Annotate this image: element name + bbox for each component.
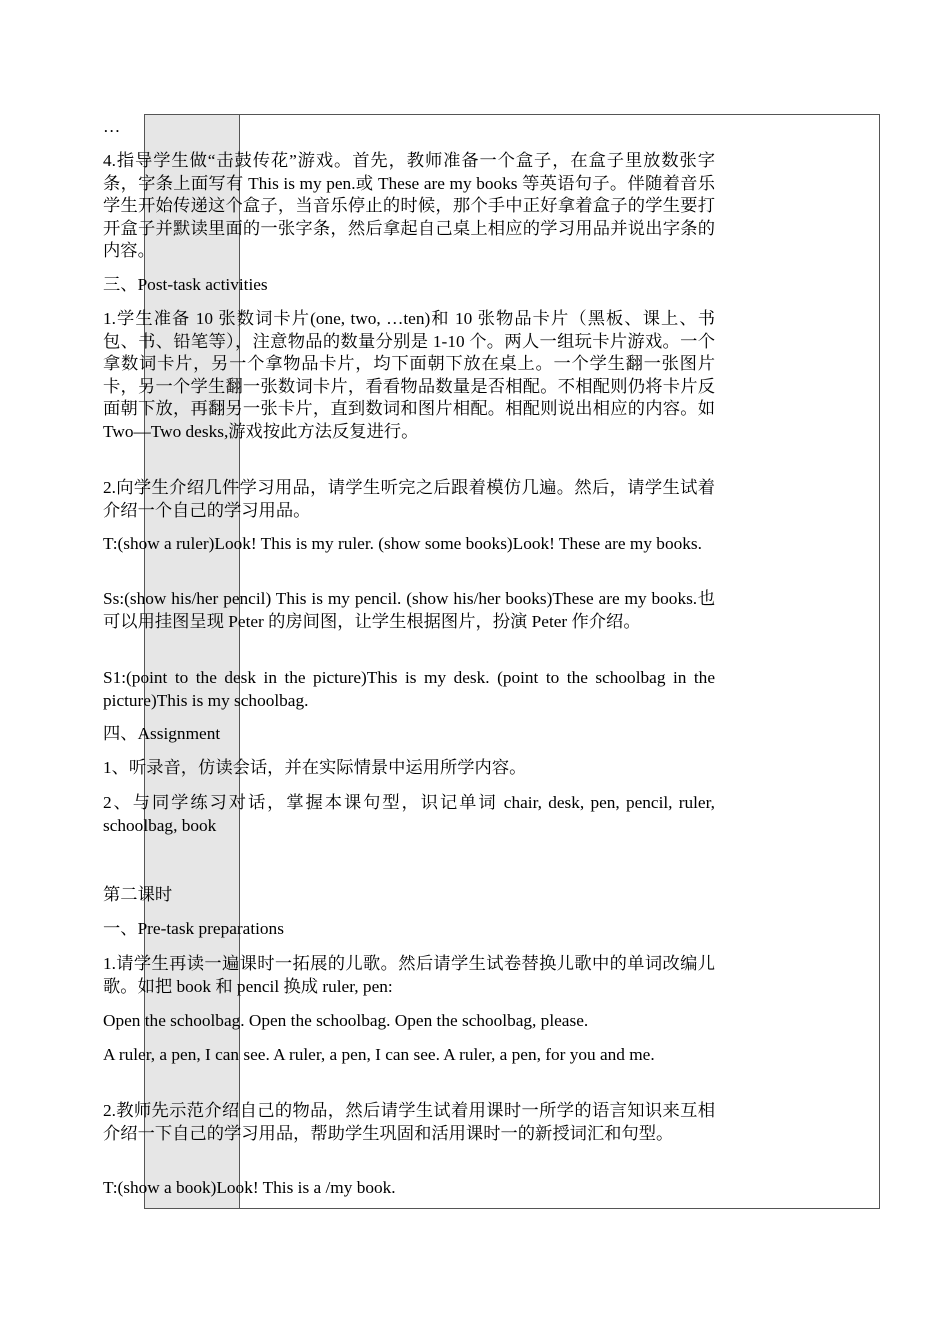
pre-task-heading: 一、Pre-task preparations <box>103 919 284 938</box>
activity-4-paragraph: 4.指导学生做“击鼓传花”游戏。首先，教师准备一个盒子，在盒子里放数张字条，字条上面写有 This is my pen.或 These are my books 等英语句子。伴随着音乐学生开始传递这个盒子，当音乐停止的时候，那个手中正好拿着盒子的学生要打开盒子并默读里面的一张字条，然后拿起自己桌上相应的学习用品并说出字条的内容。 <box>103 151 715 261</box>
assignment-item-2: 2、与同学练习对话，掌握本课句型，识记单词 chair, desk, pen, pencil, ruler, schoolbag, book <box>103 793 715 835</box>
pre-task-item-2: 2.教师先示范介绍自己的物品，然后请学生试着用课时一所学的语言知识来互相介绍一下自己的学习用品，帮助学生巩固和活用课时一的新授词汇和句型。 <box>103 1101 715 1143</box>
post-task-item-2: 2.向学生介绍几件学习用品，请学生听完之后跟着模仿几遍。然后，请学生试着介绍一个自己的学习用品。 <box>103 478 715 520</box>
post-task-item-1: 1.学生准备 10 张数词卡片(one, two, …ten)和 10 张物品卡片（黑板、课上、书包、书、铅笔等），注意物品的数量分别是 1-10 个。两人一组玩卡片游戏。一个拿数词卡片，另一个拿物品卡片，均下面朝下放在桌上。一个学生翻一张图片卡，另一个学生翻一张数词卡片，看看物品数量是否相配。不相配则仍将卡片反面朝下放，再翻另一张卡片，直到数词和图片相配。相配则说出相应的内容。如 Two—Two desks,游戏按此方法反复进行。 <box>103 309 715 441</box>
post-task-heading: 三、Post-task activities <box>103 275 268 294</box>
teacher-dialogue: T:(show a ruler)Look! This is my ruler. (show some books)Look! These are my books. <box>103 534 702 553</box>
teacher-book-dialogue: T:(show a book)Look! This is a /my book. <box>103 1178 396 1197</box>
second-lesson-heading: 第二课时 <box>103 885 173 904</box>
chant-line-2: A ruler, a pen, I can see. A ruler, a pen, I can see. A ruler, a pen, for you and me. <box>103 1045 655 1064</box>
pre-task-item-1: 1.请学生再读一遍课时一拓展的儿歌。然后请学生试卷替换儿歌中的单词改编儿歌。如把 book 和 pencil 换成 ruler, pen: <box>103 954 715 996</box>
students-dialogue: Ss:(show his/her pencil) This is my pencil. (show his/her books)These are my books.也可以用挂图呈现 Peter 的房间图，让学生根据图片，扮演 Peter 作介绍。 <box>103 589 715 631</box>
chant-line-1: Open the schoolbag. Open the schoolbag. Open the schoolbag, please. <box>103 1011 589 1030</box>
student1-dialogue: S1:(point to the desk in the picture)This is my desk. (point to the schoolbag in the picture)This is my schoolbag. <box>103 668 715 710</box>
assignment-item-1: 1、听录音，仿读会话，并在实际情景中运用所学内容。 <box>103 758 527 777</box>
assignment-heading: 四、Assignment <box>103 724 221 743</box>
ellipsis-line: … <box>103 117 121 136</box>
